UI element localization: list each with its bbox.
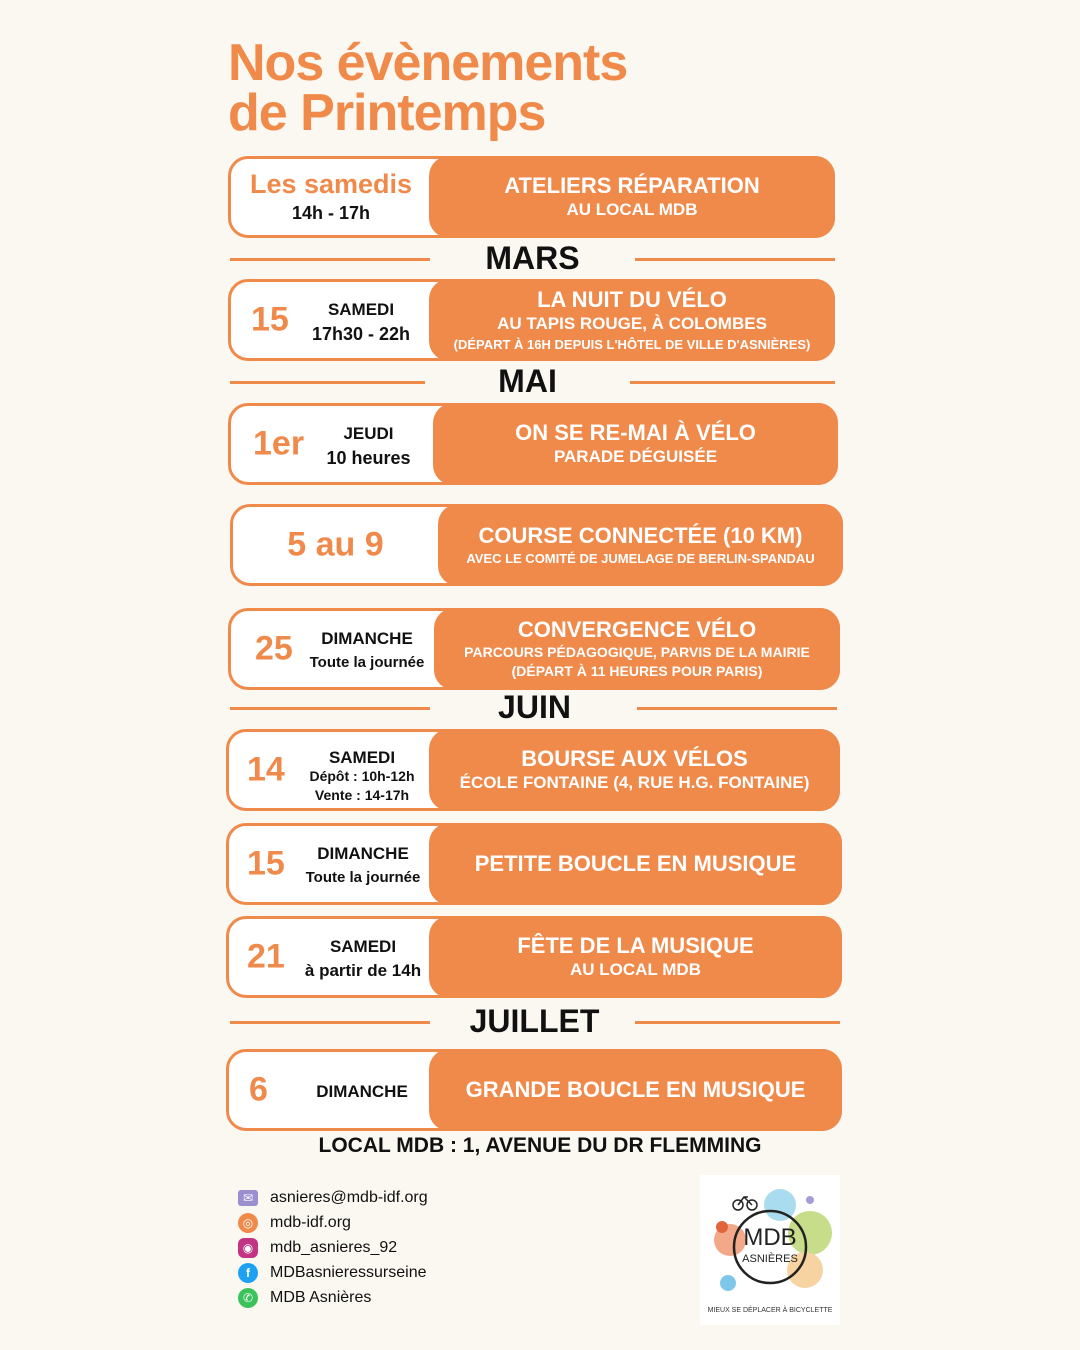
event-note: (DÉPART À 11 HEURES POUR PARIS) [511,663,763,679]
event-note: PARCOURS PÉDAGOGIQUE, PARVIS DE LA MAIRIE [464,644,810,660]
month-divider-left [230,707,430,710]
month-heading-mai: MAI [498,363,557,399]
event-title: ON SE RE-MAI À VÉLO [515,420,756,445]
event-subtitle: AU LOCAL MDB [570,960,701,979]
weekly-subtitle: AU LOCAL MDB [566,200,698,219]
event-title: COURSE CONNECTÉE (10 KM) [478,522,803,548]
event-card [226,1049,842,1131]
weekly-when: Les samedis [249,169,413,199]
event-pill [429,823,842,905]
event-weekday: DIMANCHE [316,1082,408,1101]
event-weekday: SAMEDI à partir de 14h [304,937,422,980]
event-card [228,279,835,361]
whatsapp-icon: ✆ [238,1288,258,1308]
month-divider-right [635,1021,840,1024]
local-address: LOCAL MDB : 1, AVENUE DU DR FLEMMING [318,1134,762,1157]
month-divider-right [635,258,835,261]
month-divider-left [230,1021,430,1024]
contact-facebook[interactable]: f MDBasnieressurseine [238,1260,428,1285]
globe-icon: ◎ [238,1213,258,1233]
month-divider-right [630,381,835,384]
month-heading-juin: JUIN [498,689,571,725]
month-divider-left [230,258,430,261]
event-note: (DÉPART À 16H DEPUIS L'HÔTEL DE VILLE D'ASNIÈRES) [453,336,811,352]
event-card [226,916,842,998]
event-title: PETITE BOUCLE EN MUSIQUE [474,851,797,876]
event-day: 21 [247,937,285,976]
event-title: CONVERGENCE VÉLO [517,617,757,642]
event-card [230,504,843,586]
logo-mdb-text: MDB [743,1224,797,1251]
month-divider-left [230,381,425,384]
event-pill [429,729,840,811]
event-pill [429,1049,842,1131]
event-weekday: DIMANCHE Toute la journée [305,844,421,886]
event-weekday: DIMANCHE Toute la journée [309,629,425,671]
contact-website[interactable]: ◎ mdb-idf.org [238,1210,428,1235]
contact-instagram[interactable]: ◉ mdb_asnieres_92 [238,1235,428,1260]
month-heading-mars: MARS [485,240,580,276]
event-subtitle: AU TAPIS ROUGE, À COLOMBES [497,313,767,333]
event-title: FÊTE DE LA MUSIQUE [517,933,754,958]
event-day: 14 [247,750,285,789]
event-pill [429,279,835,361]
event-day: 1er [253,424,305,463]
event-day: 5 au 9 [287,525,384,564]
event-subtitle: PARADE DÉGUISÉE [553,447,718,466]
logo-tagline: MIEUX SE DÉPLACER À BICYCLETTE [707,1307,833,1314]
event-weekday: SAMEDI 17h30 - 22h [311,300,411,344]
event-title: BOURSE AUX VÉLOS [521,746,748,771]
event-pill [429,916,842,998]
event-card [226,823,842,905]
event-card [228,403,838,485]
weekly-hours: 14h - 17h [291,203,371,223]
event-card [226,729,840,811]
event-day: 6 [249,1070,268,1109]
weekly-pill [429,156,835,238]
instagram-icon: ◉ [238,1238,258,1258]
contact-email[interactable]: ✉ asnieres@mdb-idf.org [238,1185,428,1210]
facebook-icon: f [238,1263,258,1283]
event-pill [438,504,843,586]
logo-asnieres-text: ASNIÈRES [742,1253,798,1265]
event-title: GRANDE BOUCLE EN MUSIQUE [465,1077,806,1102]
event-weekday: JEUDI 10 heures [326,424,411,468]
page-title: Nos évènements de Printemps [228,34,628,142]
event-day: 15 [251,300,289,339]
event-pill [433,403,838,485]
event-card [228,608,840,690]
event-weekday: SAMEDI Dépôt : 10h-12h Vente : 14-17h [309,748,415,803]
mail-icon: ✉ [238,1190,258,1206]
weekly-title: ATELIERS RÉPARATION [504,173,760,198]
event-title: LA NUIT DU VÉLO [537,286,727,312]
event-day: 15 [247,844,285,883]
event-pill [434,608,840,690]
contact-list [238,1185,428,1310]
logo-graphic [700,1175,840,1325]
contact-whatsapp[interactable]: ✆ MDB Asnières [238,1285,428,1310]
month-heading-juillet: JUILLET [469,1003,600,1039]
event-subtitle: ÉCOLE FONTAINE (4, RUE H.G. FONTAINE) [459,773,810,792]
event-note: AVEC LE COMITÉ DE JUMELAGE DE BERLIN-SPANDAU [466,550,815,566]
weekly-event-card [228,156,835,238]
month-divider-right [637,707,837,710]
mdb-logo [700,1175,840,1325]
event-day: 25 [255,629,293,668]
